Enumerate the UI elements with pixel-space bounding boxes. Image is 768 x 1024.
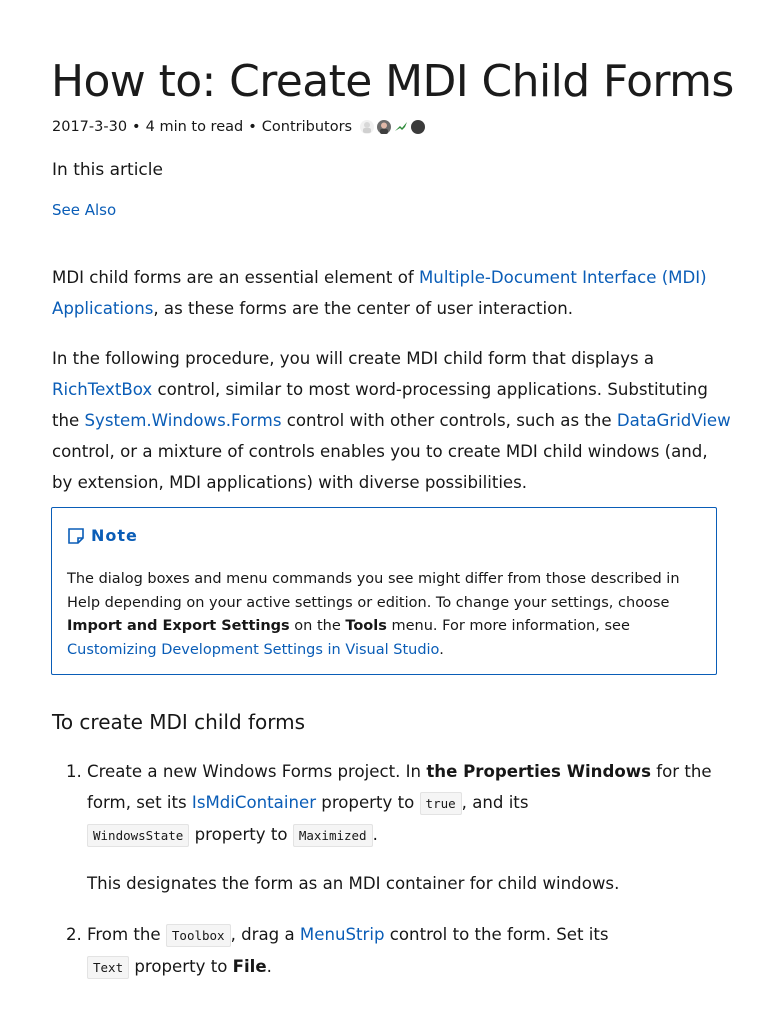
step-body [87,919,732,983]
note-title: Note [91,526,138,545]
text: property to [129,957,233,976]
text: for the form, set its [87,762,712,812]
customizing-settings-link[interactable]: Customizing Development Settings in Visual Studio [67,641,440,658]
text: control, similar to most word-processing applications. Substituting the [52,380,708,430]
step-item [52,919,732,983]
step-note-text: This designates the form as an MDI container for child windows. [87,874,620,893]
meta-separator: • [132,119,141,135]
text: property to [189,825,293,844]
note-icon [67,527,85,545]
step-note [52,868,732,899]
text: control, or a mixture of controls enables you to create MDI child windows (and, by extension, MDI applications) with diverse possibilities. [52,442,708,492]
page-title: How to: Create MDI Child Forms [51,56,734,107]
bold-text: Import and Export Settings [67,618,290,634]
step-number: 1. [66,762,82,781]
text: Create a new Windows Forms project. In [87,762,427,781]
text: , and its [461,793,529,812]
inline-code: Toolbox [166,924,231,947]
contributor-avatar-icon[interactable] [377,120,391,134]
inline-code: WindowsState [87,824,189,847]
ismdicontainer-link[interactable]: IsMdiContainer [191,793,317,812]
text: on the [289,618,346,634]
inline-code: Maximized [293,824,373,847]
mdi-applications-link[interactable]: Multiple-Document Interface (MDI) Applications [52,268,707,318]
bold-text: the Properties Windows [426,762,651,781]
text: , drag a [230,925,300,944]
step-number: 2. [66,925,82,944]
step-body [87,756,732,851]
contributor-avatar-icon[interactable] [360,120,374,134]
text: menu. For more information, see [386,618,630,634]
section-heading: To create MDI child forms [52,710,306,734]
article-meta [52,116,428,138]
contributor-avatar-icon[interactable] [411,120,425,134]
text: . [266,957,272,976]
text: property to [316,793,420,812]
intro-paragraph [52,262,732,324]
text: In the following procedure, you will create MDI child form that displays a [52,349,655,368]
bold-text: File [232,957,267,976]
text: From the [87,925,166,944]
meta-separator: • [248,119,257,135]
note-header [67,523,701,549]
article-date: 2017-3-30 [52,119,128,135]
text: control with other controls, such as the [281,411,617,430]
text: MDI child forms are an essential element of [52,268,419,287]
datagridview-link[interactable]: DataGridView [616,411,731,430]
text: , as these forms are the center of user interaction. [153,299,574,318]
text: . [372,825,378,844]
text: The dialog boxes and menu commands you see might differ from those described in Help depending on your active settings or edition. To change your settings, choose [67,571,680,611]
contributor-avatars [360,120,428,134]
step-item [52,756,732,851]
text: control to the form. Set its [384,925,609,944]
read-time: 4 min to read [145,119,244,135]
inline-code: true [420,792,462,815]
inline-code: Text [87,956,129,979]
note-body [67,568,701,662]
text: . [439,641,444,658]
procedure-paragraph [52,343,732,498]
note-box [51,507,717,675]
see-also-link[interactable]: See Also [52,201,117,219]
richtextbox-link[interactable]: RichTextBox [52,380,153,399]
menustrip-link[interactable]: MenuStrip [299,925,385,944]
system-windows-forms-link[interactable]: System.Windows.Forms [84,411,282,430]
bold-text: Tools [345,618,387,634]
in-this-article-heading: In this article [52,160,163,180]
contributor-avatar-icon[interactable] [394,120,408,134]
contributors-label: Contributors [261,119,353,135]
